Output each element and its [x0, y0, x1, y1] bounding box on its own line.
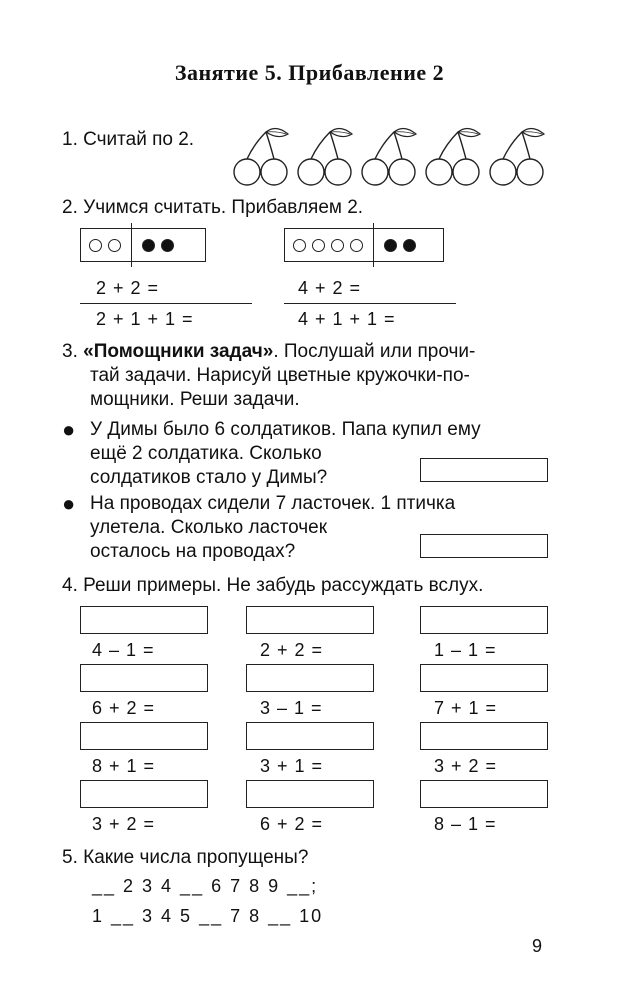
equation-2-right-1: 4 + 2 = — [298, 278, 362, 298]
answer-box[interactable] — [246, 780, 374, 808]
task-5-text: 5. Какие числа пропущены? — [62, 847, 309, 868]
answer-box[interactable] — [246, 722, 374, 750]
example: 6 + 2 = — [92, 698, 156, 718]
problem-2-line-3: осталось на проводах? — [90, 541, 296, 562]
counting-box-right — [284, 228, 444, 262]
equation-2-right-2: 4 + 1 + 1 = — [298, 309, 396, 329]
answer-box[interactable] — [420, 780, 548, 808]
filled-circle-icon — [161, 239, 174, 252]
filled-circle-icon — [384, 239, 397, 252]
answer-box[interactable] — [80, 722, 208, 750]
equation-2-left-2: 2 + 1 + 1 = — [96, 309, 194, 329]
filled-circle-icon — [142, 239, 155, 252]
answer-box[interactable] — [80, 606, 208, 634]
example: 3 + 2 = — [92, 814, 156, 834]
task-2-text: 2. Учимся считать. Прибавляем 2. — [62, 197, 364, 218]
answer-box[interactable] — [420, 664, 548, 692]
answer-box[interactable] — [80, 664, 208, 692]
problem-1-line-2: ещё 2 солдатика. Сколько — [90, 443, 322, 464]
filled-circle-icon — [403, 239, 416, 252]
example: 6 + 2 = — [260, 814, 324, 834]
example: 3 + 2 = — [434, 756, 498, 776]
task-3-line-2: тай задачи. Нарисуй цветные кружочки-по- — [90, 365, 470, 386]
task-3-bold-title: «Помощники задач» — [83, 341, 274, 362]
cherry-icon — [234, 128, 288, 185]
divider-line — [131, 223, 132, 267]
problem-1-line-3: солдатиков стало у Димы? — [90, 467, 328, 488]
cherry-icon — [426, 128, 480, 185]
cherries-row — [232, 126, 562, 190]
separator-line — [284, 303, 456, 304]
task-3-line-3: мощники. Реши задачи. — [90, 389, 300, 410]
answer-box[interactable] — [420, 722, 548, 750]
bullet-icon: ● — [62, 417, 76, 442]
page-number: 9 — [532, 936, 543, 956]
example: 3 + 1 = — [260, 756, 324, 776]
empty-circle-icon — [312, 239, 325, 252]
problem-1-line-1: У Димы было 6 солдатиков. Папа купил ему — [90, 419, 481, 440]
separator-line — [80, 303, 252, 304]
task-3-number: 3. — [62, 341, 78, 362]
answer-box[interactable] — [80, 780, 208, 808]
cherry-icon — [362, 128, 416, 185]
answer-box-problem-2[interactable] — [420, 534, 548, 558]
answer-box-problem-1[interactable] — [420, 458, 548, 482]
example: 2 + 2 = — [260, 640, 324, 660]
example: 1 – 1 = — [434, 640, 497, 660]
counting-box-left — [80, 228, 206, 262]
problem-2-line-2: улетела. Сколько ласточек — [90, 517, 328, 538]
page-title: Занятие 5. Прибавление 2 — [174, 60, 445, 85]
empty-circle-icon — [293, 239, 306, 252]
answer-box[interactable] — [420, 606, 548, 634]
sequence-line-1: __ 2 3 4 __ 6 7 8 9 __; — [92, 876, 319, 896]
example: 8 – 1 = — [434, 814, 497, 834]
empty-circle-icon — [331, 239, 344, 252]
example: 7 + 1 = — [434, 698, 498, 718]
task-1-text: 1. Считай по 2. — [62, 129, 195, 150]
answer-box[interactable] — [246, 664, 374, 692]
task-4-text: 4. Реши примеры. Не забудь рассуждать вслух. — [62, 575, 484, 596]
answer-box[interactable] — [246, 606, 374, 634]
example: 4 – 1 = — [92, 640, 155, 660]
empty-circle-icon — [350, 239, 363, 252]
cherry-icon — [298, 128, 352, 185]
cherries-svg — [232, 126, 562, 190]
task-3-line-1-rest: . Послушай или прочи- — [273, 341, 476, 362]
equation-2-left-1: 2 + 2 = — [96, 278, 160, 298]
empty-circle-icon — [89, 239, 102, 252]
bullet-icon: ● — [62, 491, 76, 516]
sequence-line-2: 1 __ 3 4 5 __ 7 8 __ 10 — [92, 906, 324, 926]
problem-2-line-1: На проводах сидели 7 ласточек. 1 птичка — [90, 493, 456, 514]
example: 3 – 1 = — [260, 698, 323, 718]
empty-circle-icon — [108, 239, 121, 252]
cherry-icon — [490, 128, 544, 185]
task-3-line-1 — [62, 340, 475, 364]
divider-line — [373, 223, 374, 267]
example: 8 + 1 = — [92, 756, 156, 776]
